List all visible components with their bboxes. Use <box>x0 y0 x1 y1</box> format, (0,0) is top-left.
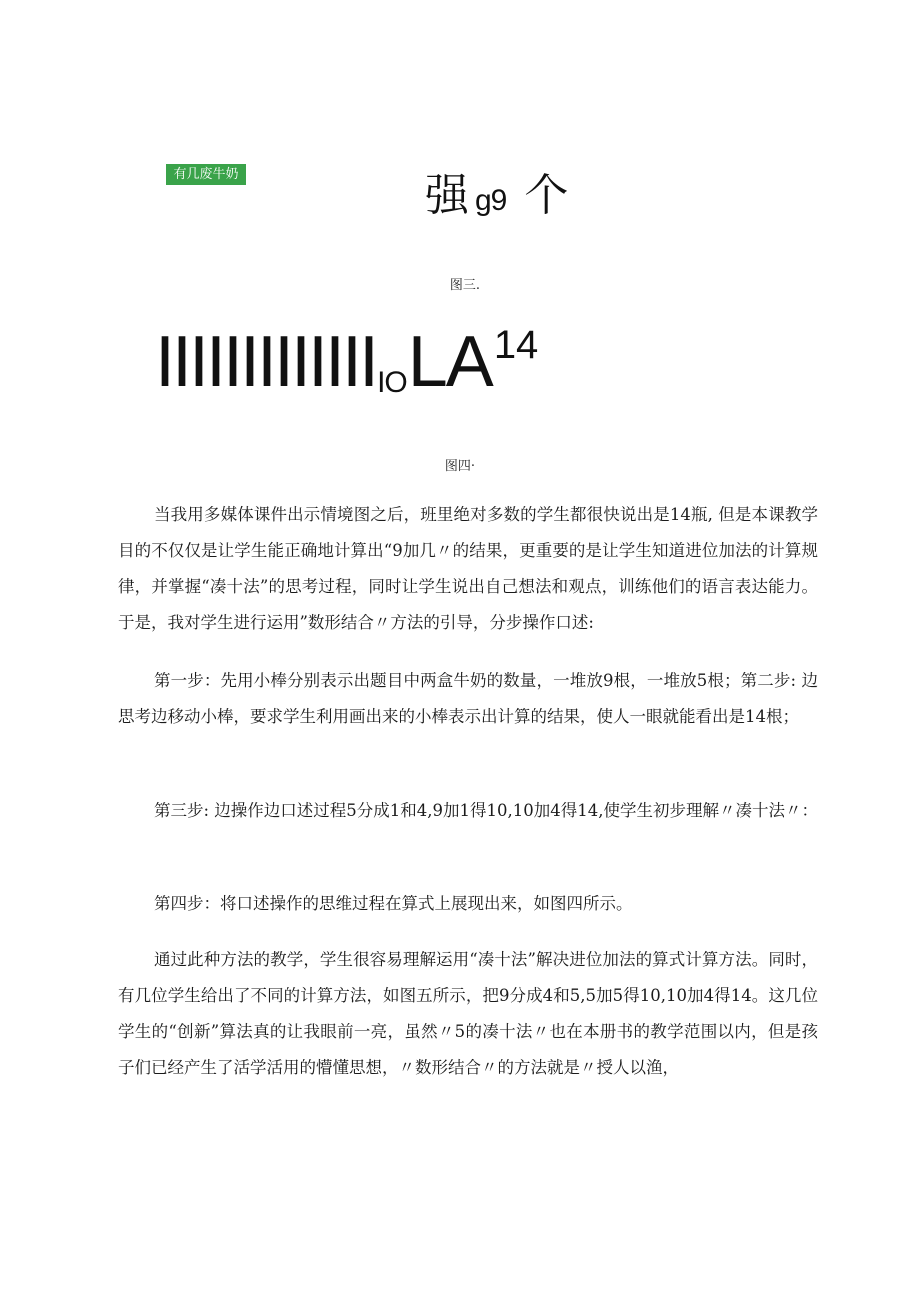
paragraph-step4: 第四步：将口述操作的思维过程在算式上展现出来，如图四所示。 <box>154 894 633 913</box>
figure3-caption <box>0 274 920 293</box>
figure3-g9: g9 <box>475 184 507 217</box>
paragraph-step1-2: 第一步：先用小棒分别表示出题目中两盒牛奶的数量，一堆放9根，一堆放5根；第二步: 边思考边移动小棒，要求学生利用画出来的小棒表示出计算的结果，使人一眼就能看出是14根； <box>118 671 818 726</box>
paragraph-step3: 第三步: 边操作边口述过程5分成1和4,9加1得10,10加4得14,使学生初步理解〃凑十法〃： <box>154 801 819 820</box>
figure3-caption-text: 图三. <box>449 278 481 293</box>
figure4-la: LA <box>407 322 492 402</box>
paragraph-intro: 当我用多媒体课件出示情境图之后，班里绝对多数的学生都很快说出是14瓶, 但是本课教学目的不仅仅是让学生能正确地计算出“9加几〃的结果，更重要的是让学生知道进位加法的计算规律，并掌握“凑十法”的思考过程，同时让学生说出自己想法和观点，训练他们的语言表达能力。于是，我对学生进行运用”数形结合〃方法的引导，分步操作口述: <box>118 505 818 632</box>
figure3-char-left: 强 <box>425 170 469 221</box>
paragraph-conclusion: 通过此种方法的教学，学生很容易理解运用“凑十法”解决进位加法的算式计算方法。同时，有几位学生给出了不同的计算方法，如图五所示，把9分成4和5,5加5得10,10加4得14。这几位学生的“创新”算法真的让我眼前一亮，虽然〃5的凑十法〃也在本册书的教学范围以内，但是孩子们已经产生了活学活用的懵懂思想，〃数形结合〃的方法就是〃授人以渔， <box>118 950 818 1077</box>
figure4-formula <box>155 322 538 402</box>
figure4-caption: 图四· <box>444 459 476 474</box>
figure3-illustration-text <box>425 166 568 226</box>
figure3-char-right: 个 <box>524 170 569 221</box>
figure4-io: IO <box>377 366 407 399</box>
figure4-sticks: IIIIIIIIIIIII <box>155 322 377 402</box>
figure4-sum: 14 <box>493 323 539 367</box>
figure3-badge: 有几废牛奶 <box>166 164 246 185</box>
